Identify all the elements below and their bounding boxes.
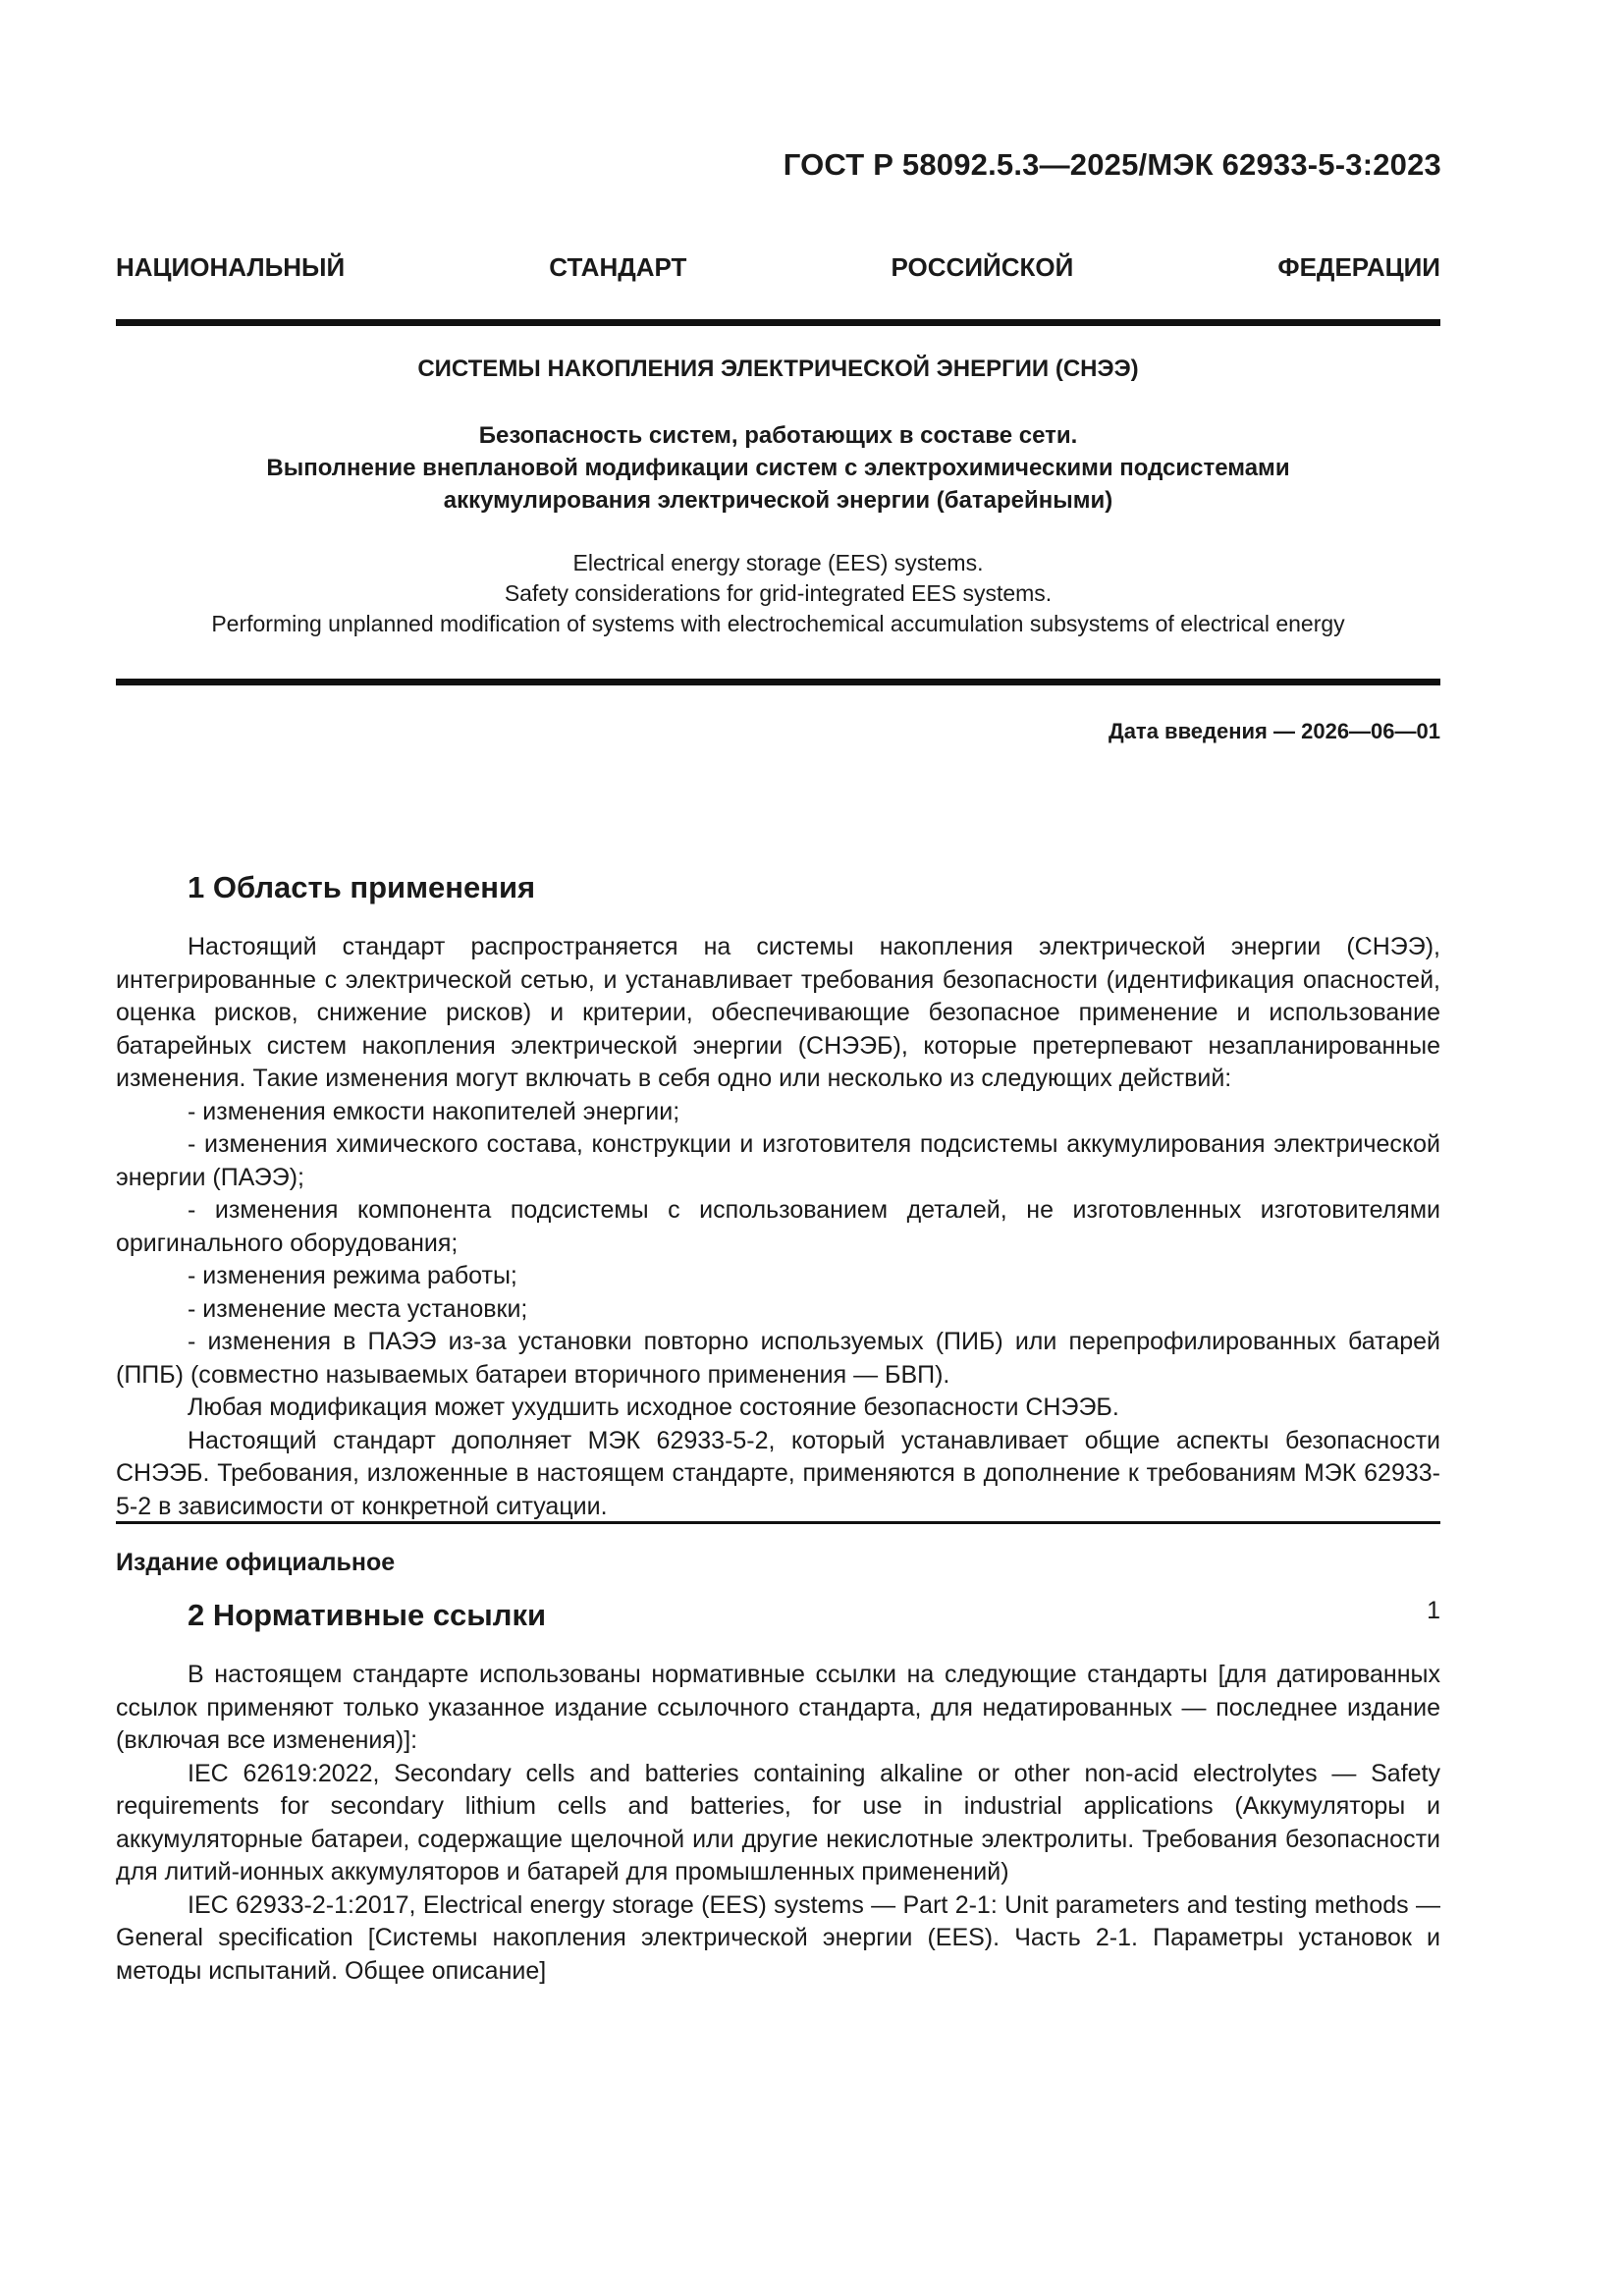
title-divider bbox=[116, 679, 1440, 685]
paragraph: В настоящем стандарте использованы нормативные ссылки на следующие стандарты [для датированных ссылок применяют только указанное издание ссылочного стандарта, для недатированных — последнее издание (включая все изменения)]: bbox=[116, 1661, 1440, 1754]
page-number: 1 bbox=[1427, 1597, 1440, 1624]
document-subtitle bbox=[116, 419, 1440, 517]
paragraph: Любая модификация может ухудшить исходное состояние безопасности СНЭЭБ. bbox=[188, 1394, 1119, 1421]
paragraph: Настоящий стандарт распространяется на системы накопления электрической энергии (СНЭЭ), интегрированные с электрической сетью, и устанавливает требования безопасности (идентификация опасностей, оценка рисков, снижение рисков) и критерии, обеспечивающие безопасное применение и использование батарейных систем накопления электрической энергии (СНЭЭБ), которые претерпевают незапланированные изменения. Такие изменения могут включать в себя одно или несколько из следующих действий: bbox=[116, 933, 1440, 1092]
english-title-line: Safety considerations for grid-integrated EES systems. bbox=[504, 580, 1053, 606]
list-item: - изменение места установки; bbox=[188, 1294, 528, 1323]
english-title-line: Performing unplanned modification of systems with electrochemical accumulation subsystems of electrical energy bbox=[211, 611, 1345, 636]
paragraph: Настоящий стандарт дополняет МЭК 62933-5-2, который устанавливает общие аспекты безопасности СНЭЭБ. Требования, изложенные в настоящем стандарте, применяются в дополнение к требованиям МЭК 62933-5-2 в зависимости от конкретной ситуации. bbox=[116, 1426, 1440, 1520]
subtitle-line: Выполнение внеплановой модификации систем с электрохимическими подсистемами bbox=[266, 455, 1290, 481]
reference-item: IEC 62619:2022, Secondary cells and batteries containing alkaline or other non-acid electrolytes — Safety requirements for secondary lithium cells and batteries, for use in industrial applications (Аккумуляторы и аккумуляторные батареи, содержащие щелочной или другие некислотные электролиты. Требования безопасности для литий-ионных аккумуляторов и батарей для промышленных применений) bbox=[116, 1759, 1440, 1886]
document-title: СИСТЕМЫ НАКОПЛЕНИЯ ЭЛЕКТРИЧЕСКОЙ ЭНЕРГИИ (СНЭЭ) bbox=[417, 355, 1139, 382]
subtitle-line: Безопасность систем, работающих в составе сети. bbox=[478, 422, 1078, 449]
top-divider bbox=[116, 319, 1440, 326]
reference-item: IEC 62933-2-1:2017, Electrical energy storage (EES) systems — Part 2-1: Unit parameters and testing methods — General specification [Системы накопления электрической энергии (EES). Часть 2-1. Параметры установок и методы испытаний. Общее описание] bbox=[116, 1890, 1440, 1985]
list-item: - изменения в ПАЭЭ из-за установки повторно используемых (ПИБ) или перепрофилированных батарей (ППБ) (совместно называемых батареи вторичного применения — БВП). bbox=[116, 1328, 1440, 1389]
footer-divider bbox=[116, 1521, 1440, 1524]
section-normative-references bbox=[116, 1596, 1440, 1988]
list-item: - изменения емкости накопителей энергии; bbox=[188, 1097, 680, 1125]
list-item: - изменения компонента подсистемы с использованием деталей, не изготовленных изготовителями оригинального оборудования; bbox=[116, 1196, 1440, 1257]
section-heading: 2 Нормативные ссылки bbox=[188, 1598, 547, 1632]
standard-number: ГОСТ Р 58092.5.3—2025/МЭК 62933-5-3:2023 bbox=[783, 147, 1441, 182]
official-edition-label: Издание официальное bbox=[116, 1549, 396, 1576]
list-item: - изменения режима работы; bbox=[188, 1262, 517, 1289]
section-heading: 1 Область применения bbox=[188, 870, 536, 904]
section-scope bbox=[116, 868, 1440, 1523]
english-title-line: Electrical energy storage (EES) systems. bbox=[572, 550, 984, 575]
national-standard-heading: НАЦИОНАЛЬНЫЙ СТАНДАРТ РОССИЙСКОЙ ФЕДЕРАЦИИ bbox=[116, 252, 1440, 282]
english-title bbox=[116, 548, 1440, 639]
introduction-date: Дата введения — 2026—06—01 bbox=[1109, 719, 1440, 743]
subtitle-line: аккумулирования электрической энергии (батарейными) bbox=[443, 487, 1113, 514]
list-item: - изменения химического состава, конструкции и изготовителя подсистемы аккумулирования электрической энергии (ПАЭЭ); bbox=[116, 1130, 1440, 1191]
